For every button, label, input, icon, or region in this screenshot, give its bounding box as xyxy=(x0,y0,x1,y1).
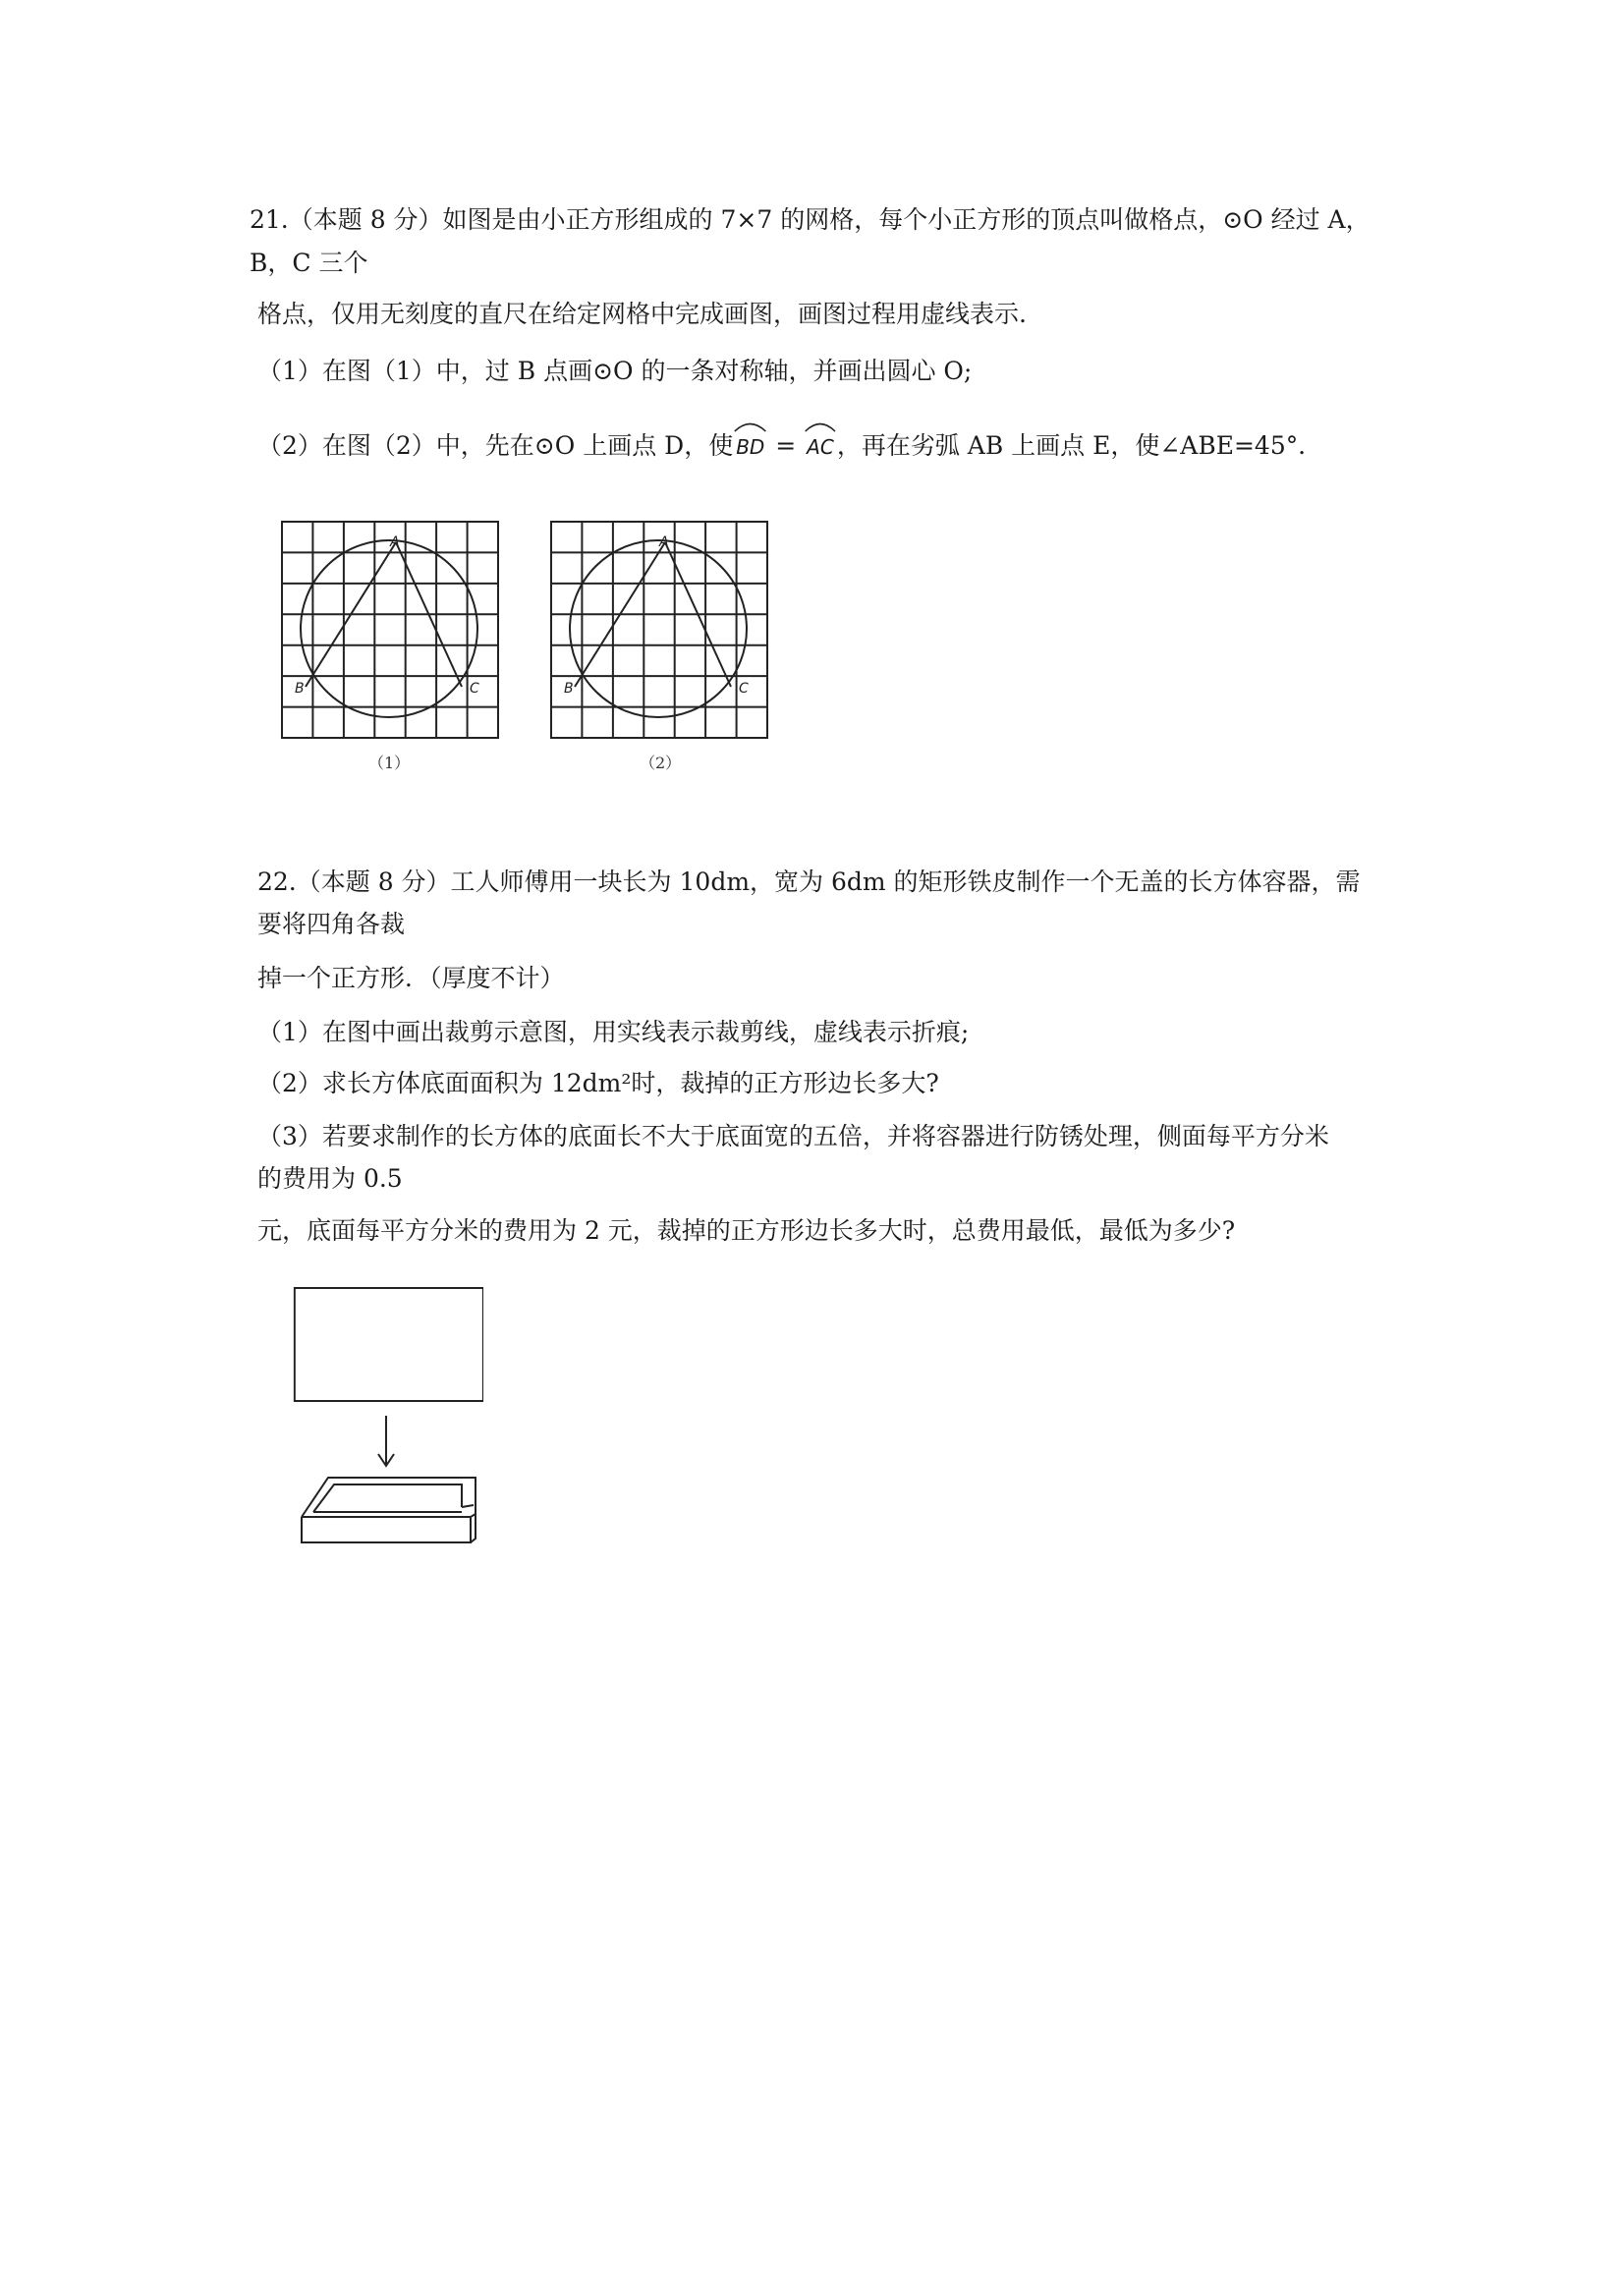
label-a-1: A xyxy=(390,534,400,550)
arc-bd xyxy=(733,430,767,464)
rectangular-iron-sheet xyxy=(295,1288,483,1401)
sheet-to-box-diagram xyxy=(291,1285,483,1546)
q22-stem-line1: 22.（本题 8 分）工人师傅用一块长为 10dm，宽为 6dm 的矩形铁皮制作一个无盖的长方体容器，需 xyxy=(257,868,1361,896)
q21-part2 xyxy=(257,429,1322,464)
q22-part3-line1: （3）若要求制作的长方体的底面长不大于底面宽的五倍，并将容器进行防锈处理，侧面每平方分米 xyxy=(257,1122,1329,1150)
q21-part1: （1）在图（1）中，过 B 点画⊙O 的一条对称轴，并画出圆心 O; xyxy=(257,357,973,385)
grid-lines-2 xyxy=(551,522,767,738)
q21-stem-line3: 格点，仅用无刻度的直尺在给定网格中完成画图，画图过程用虚线表示. xyxy=(257,300,1027,328)
label-a-2: A xyxy=(659,534,669,550)
circle-o-1 xyxy=(301,540,477,717)
q21-part2-post: ，再在劣弧 AB 上画点 E，使∠ABE=45°． xyxy=(836,431,1323,460)
arc-bd-text: BD xyxy=(736,435,765,459)
grid-figure-2 xyxy=(550,521,768,739)
circle-o-2 xyxy=(570,540,747,717)
q22-stem-line3: 掉一个正方形．（厚度不计） xyxy=(257,964,565,992)
open-box xyxy=(302,1478,476,1542)
label-b-2: B xyxy=(564,681,574,697)
q22-part1: （1）在图中画出裁剪示意图，用实线表示裁剪线，虚线表示折痕; xyxy=(257,1018,970,1046)
q21-stem-line2: B，C 三个 xyxy=(250,249,368,277)
label-b-1: B xyxy=(295,681,305,697)
q22-part3-line2: 的费用为 0.5 xyxy=(257,1164,403,1193)
label-c-2: C xyxy=(739,681,749,697)
down-arrow-icon xyxy=(378,1416,394,1466)
q22-part3-line3: 元，底面每平方分米的费用为 2 元，裁掉的正方形边长多大时，总费用最低，最低为多少? xyxy=(257,1216,1236,1245)
arc-bd-mark xyxy=(733,420,767,432)
figure-caption-2: （2） xyxy=(640,754,682,772)
q22-part2: （2）求长方体底面面积为 12dm²时，裁掉的正方形边长多大? xyxy=(257,1069,939,1097)
arc-ac xyxy=(804,430,837,464)
q22-stem-line2: 要将四角各裁 xyxy=(257,910,406,938)
label-c-1: C xyxy=(470,681,479,697)
arc-equals: = xyxy=(767,431,805,460)
grid-lines-1 xyxy=(282,522,498,738)
q21-part2-pre: （2）在图（2）中，先在⊙O 上画点 D，使 xyxy=(257,431,734,460)
figure-caption-1: （1） xyxy=(368,754,411,772)
q21-stem-line1: 21.（本题 8 分）如图是由小正方形组成的 7×7 的网格，每个小正方形的顶点叫做格点，⊙O 经过 A， xyxy=(250,205,1371,234)
grid-figure-1 xyxy=(281,521,499,739)
arc-ac-mark xyxy=(804,420,837,432)
arc-ac-text: AC xyxy=(807,435,834,459)
